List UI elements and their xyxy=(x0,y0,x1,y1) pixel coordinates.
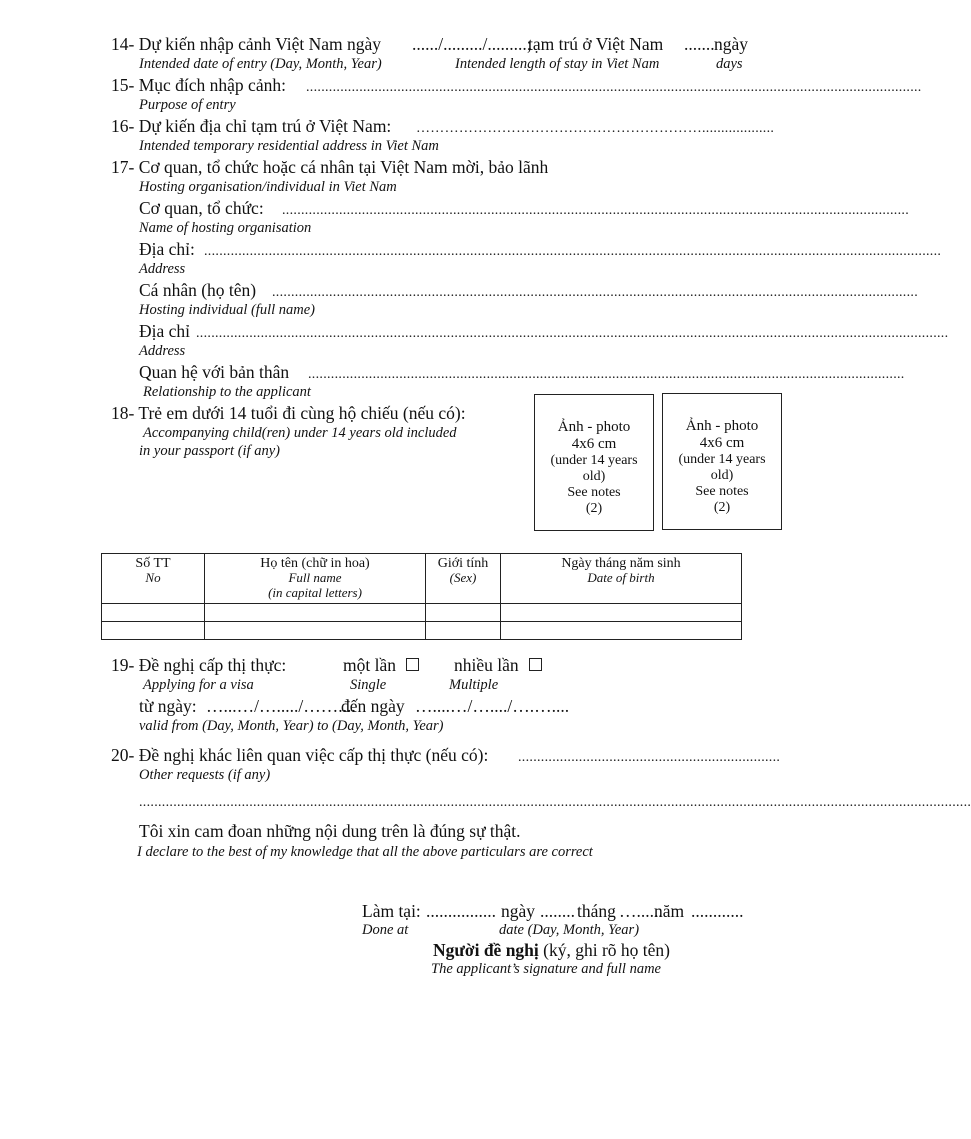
col-en2: (in capital letters) xyxy=(268,584,362,600)
month-label: tháng xyxy=(577,901,616,921)
hosting-person-input[interactable]: .......................................................................................................................................................................... xyxy=(272,285,918,300)
item19-label: 19- Đề nghị cấp thị thực: xyxy=(111,655,287,675)
photo-label: Ảnh - photo xyxy=(557,419,631,435)
photo-label: Ảnh - photo xyxy=(685,418,759,434)
col-vn: Số TT xyxy=(135,556,171,571)
addr1-en: Address xyxy=(139,261,186,277)
declaration-en: I declare to the best of my knowledge that all the above particulars are correct xyxy=(137,844,593,860)
child-photo-box-2[interactable] xyxy=(662,393,782,530)
photo-note-number: (2) xyxy=(713,500,731,515)
col-name-header xyxy=(205,554,426,604)
col-en: Full name xyxy=(288,570,342,586)
photo-size: 4x6 cm xyxy=(571,436,617,452)
photo-see-notes: See notes xyxy=(567,485,621,500)
children-table xyxy=(101,553,742,640)
table-row xyxy=(102,622,742,640)
col-sex-header xyxy=(426,554,501,604)
person-en: Hosting individual (full name) xyxy=(139,302,315,318)
day-label: ngày xyxy=(501,901,536,921)
purpose-input[interactable]: .................................................................................................................................................................. xyxy=(306,80,922,95)
org-label: Cơ quan, tổ chức: xyxy=(139,198,264,218)
single-label: một lần xyxy=(343,655,396,675)
item14-stay-en: Intended length of stay in Viet Nam xyxy=(455,56,660,72)
org-address-input[interactable]: .................................................................................................................................................................................................. xyxy=(204,244,942,259)
year-label: năm xyxy=(654,901,685,921)
date-en: date (Day, Month, Year) xyxy=(499,922,640,938)
col-dob-header xyxy=(501,554,742,604)
place-input[interactable]: ................ xyxy=(426,901,496,921)
stay-days-input[interactable]: ....... xyxy=(684,34,715,54)
entry-date-input[interactable]: ....../........./.........; xyxy=(412,34,532,54)
item14-stay-label: tạm trú ở Việt Nam xyxy=(528,34,664,54)
col-vn: Ngày tháng năm sinh xyxy=(561,556,681,571)
photo-see-notes: See notes xyxy=(695,484,749,499)
place-label: Làm tại: xyxy=(362,901,421,921)
item18-en2: in your passport (if any) xyxy=(139,443,280,459)
child-1-name[interactable] xyxy=(205,604,426,622)
item14-days-en: days xyxy=(716,56,743,72)
photo-note-number: (2) xyxy=(585,501,603,516)
child-2-name[interactable] xyxy=(205,622,426,640)
item15-label: 15- Mục đích nhập cảnh: xyxy=(111,75,286,95)
table-header-row xyxy=(102,554,742,604)
photo-age-note-2: old) xyxy=(582,469,606,484)
multiple-en: Multiple xyxy=(449,677,499,693)
col-en: (Sex) xyxy=(449,570,477,586)
year-input[interactable]: ............ xyxy=(691,901,744,921)
item15-en: Purpose of entry xyxy=(139,97,236,113)
other-requests-input-line2[interactable]: ........................................................................................................................................................................................................................... xyxy=(139,795,971,810)
addr2-label: Địa chỉ xyxy=(139,321,191,341)
child-1-dob[interactable] xyxy=(501,604,742,622)
col-vn: Họ tên (chữ in hoa) xyxy=(260,556,370,571)
applicant-en: The applicant’s signature and full name xyxy=(431,961,661,977)
single-checkbox[interactable] xyxy=(406,658,419,671)
multiple-checkbox[interactable] xyxy=(529,658,542,671)
to-label: đến ngày xyxy=(341,696,405,716)
item17-label: 17- Cơ quan, tổ chức hoặc cá nhân tại Việt Nam mời, bảo lãnh xyxy=(111,157,549,177)
temporary-address-input[interactable]: ……………………………………………………................... xyxy=(416,121,775,136)
col-vn: Giới tính xyxy=(437,556,489,571)
photo-size: 4x6 cm xyxy=(699,435,745,451)
multiple-label: nhiều lần xyxy=(454,655,519,675)
multiple-entry-option[interactable] xyxy=(454,657,542,675)
child-2-no[interactable] xyxy=(102,622,205,640)
relationship-input[interactable]: ............................................................................................................................................................. xyxy=(308,367,905,382)
org-en: Name of hosting organisation xyxy=(139,220,312,236)
relation-label: Quan hệ với bản thân xyxy=(139,362,290,382)
item14-label: 14- Dự kiến nhập cảnh Việt Nam ngày xyxy=(111,34,382,54)
single-entry-option[interactable] xyxy=(343,657,419,675)
declaration-vn: Tôi xin cam đoan những nội dung trên là đúng sự thật. xyxy=(139,821,521,841)
col-no-header xyxy=(102,554,205,604)
item18-en1: Accompanying child(ren) under 14 years old included xyxy=(143,425,457,441)
applicant-label xyxy=(433,942,670,960)
other-requests-input[interactable]: ..................................................................... xyxy=(518,750,781,765)
month-input[interactable]: …...... xyxy=(619,901,663,921)
valid-from-input[interactable]: …...…/…...../…….... xyxy=(206,696,356,716)
addr1-label: Địa chỉ: xyxy=(139,239,195,259)
photo-age-note-2: old) xyxy=(710,468,734,483)
col-en: No xyxy=(145,570,161,586)
org-name-input[interactable]: ..................................................................................................................................................................... xyxy=(282,203,909,218)
item19-en: Applying for a visa xyxy=(143,677,254,693)
photo-age-note: (under 14 years xyxy=(678,452,766,467)
table-row xyxy=(102,604,742,622)
item20-en: Other requests (if any) xyxy=(139,767,271,783)
applicant-bold: Người đề nghị xyxy=(433,940,539,960)
item16-label: 16- Dự kiến địa chỉ tạm trú ở Việt Nam: xyxy=(111,116,392,136)
day-input[interactable]: ........ xyxy=(540,901,575,921)
item16-en: Intended temporary residential address in Viet Nam xyxy=(139,138,439,154)
valid-en: valid from (Day, Month, Year) to (Day, Month, Year) xyxy=(139,718,444,734)
child-1-sex[interactable] xyxy=(426,604,501,622)
child-photo-box-1[interactable] xyxy=(534,394,654,531)
relation-en: Relationship to the applicant xyxy=(143,384,311,400)
applicant-rest: (ký, ghi rõ họ tên) xyxy=(543,940,671,960)
child-1-no[interactable] xyxy=(102,604,205,622)
from-label: từ ngày: xyxy=(139,696,197,716)
item20-label: 20- Đề nghị khác liên quan việc cấp thị thực (nếu có): xyxy=(111,745,489,765)
done-at-en: Done at xyxy=(362,922,409,938)
child-2-sex[interactable] xyxy=(426,622,501,640)
item18-label: 18- Trẻ em dưới 14 tuổi đi cùng hộ chiếu (nếu có): xyxy=(111,403,466,423)
single-en: Single xyxy=(350,677,387,693)
addr2-en: Address xyxy=(139,343,186,359)
col-en: Date of birth xyxy=(587,570,655,586)
child-2-dob[interactable] xyxy=(501,622,742,640)
item17-en: Hosting organisation/individual in Viet Nam xyxy=(139,179,397,195)
photo-age-note: (under 14 years xyxy=(550,453,638,468)
item14-date-en: Intended date of entry (Day, Month, Year) xyxy=(139,56,382,72)
person-label: Cá nhân (họ tên) xyxy=(139,280,257,300)
valid-to-input[interactable]: …....…/…..../….….... xyxy=(415,696,570,716)
item14-days-label: ngày xyxy=(714,34,749,54)
person-address-input[interactable]: ...................................................................................................................................................................................................... xyxy=(196,326,949,341)
